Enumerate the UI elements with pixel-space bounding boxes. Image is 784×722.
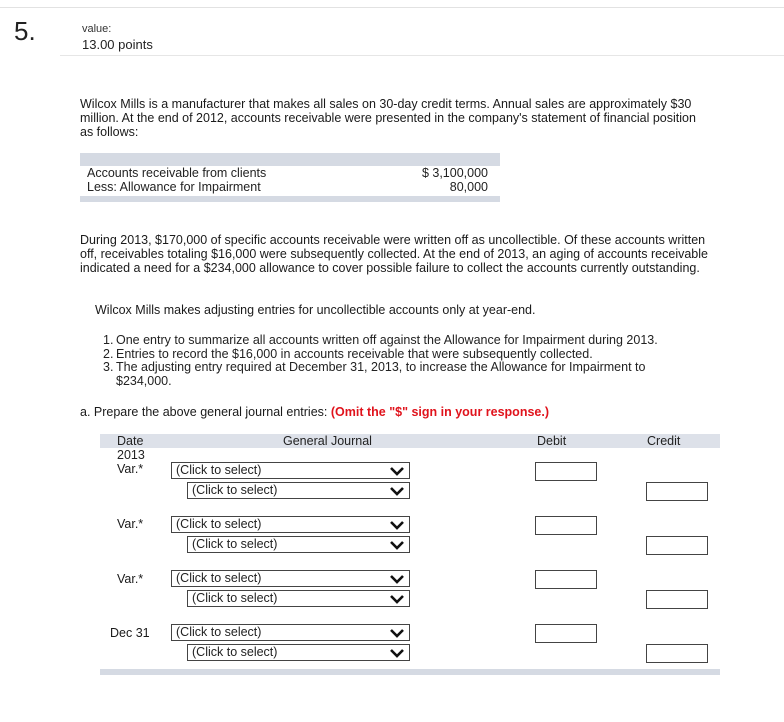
top-divider: [0, 7, 784, 8]
ar-row-label: Less: Allowance for Impairment: [87, 180, 261, 194]
part-a-prompt: [80, 405, 549, 419]
chevron-down-icon: [389, 574, 405, 584]
account-select-credit[interactable]: [187, 536, 410, 553]
debit-input[interactable]: [535, 570, 597, 589]
chevron-down-icon: [389, 520, 405, 530]
ar-row-value: $ 3,100,000: [421, 166, 488, 180]
header-divider: [60, 55, 784, 56]
entry-date: Dec 31: [110, 626, 150, 640]
chevron-down-icon: [389, 648, 405, 658]
part-a-note: (Omit the "$" sign in your response.): [330, 405, 549, 419]
debit-input[interactable]: [535, 624, 597, 643]
chevron-down-icon: [389, 628, 405, 638]
intro-paragraph: Wilcox Mills is a manufacturer that makes all sales on 30-day credit terms. Annual sales are approximately $30 million. At the end of 2012, accounts receivable were presented in the company's statement of financial position as follows:: [80, 97, 696, 139]
debit-input[interactable]: [535, 516, 597, 535]
select-value: (Click to select): [176, 625, 262, 639]
journal-header: [100, 434, 720, 448]
ar-row-value: 80,000: [449, 180, 488, 194]
list-item-text: One entry to summarize all accounts written off against the Allowance for Impairment during 2013.: [116, 333, 658, 347]
debit-column-header: Debit: [537, 434, 567, 448]
ar-table-top-bar: [80, 153, 500, 166]
entry-date: Var.*: [117, 572, 144, 586]
list-item: [103, 334, 693, 348]
question-number: 5.: [14, 16, 36, 46]
entry-date: Var.*: [117, 517, 144, 531]
list-item-number: 3.: [103, 360, 114, 374]
ar-row: [80, 180, 500, 194]
ar-row: [80, 166, 500, 180]
select-value: (Click to select): [192, 483, 278, 497]
select-value: (Click to select): [176, 517, 262, 531]
accounts-receivable-table: [80, 153, 500, 202]
value-label: value:: [82, 23, 112, 35]
credit-input[interactable]: [646, 644, 708, 663]
general-journal-column-header: General Journal: [283, 434, 372, 448]
list-item: [103, 348, 693, 362]
during-paragraph: During 2013, $170,000 of specific accounts receivable were written off as uncollectible. Of these accounts written off, receivables totaling $16,000 were subsequently collected. At the end of 2013, an aging of accounts receivable indicated a need for a $234,000 allowance to cover possible failure to collect the accounts currently outstanding.: [80, 233, 708, 275]
adjusting-note: Wilcox Mills makes adjusting entries for uncollectible accounts only at year-end.: [95, 303, 536, 317]
credit-column-header: Credit: [647, 434, 681, 448]
ar-table-bottom-bar: [80, 196, 500, 202]
account-select-debit[interactable]: [171, 624, 410, 641]
credit-input[interactable]: [646, 536, 708, 555]
select-value: (Click to select): [192, 591, 278, 605]
journal-year: 2013: [117, 448, 145, 462]
select-value: (Click to select): [192, 537, 278, 551]
question-points: 13.00 points: [82, 37, 153, 52]
select-value: (Click to select): [176, 463, 262, 477]
select-value: (Click to select): [176, 571, 262, 585]
account-select-credit[interactable]: [187, 590, 410, 607]
chevron-down-icon: [389, 466, 405, 476]
chevron-down-icon: [389, 594, 405, 604]
journal-footer-bar: [100, 669, 720, 675]
list-item-number: 2.: [103, 346, 114, 361]
chevron-down-icon: [389, 486, 405, 496]
list-item: [103, 361, 693, 388]
account-select-credit[interactable]: [187, 644, 410, 661]
date-column-header: Date: [117, 434, 144, 448]
ar-row-label: Accounts receivable from clients: [87, 166, 267, 180]
list-item-text: The adjusting entry required at December 31, 2013, to increase the Allowance for Impairment to $234,000.: [116, 360, 646, 388]
credit-input[interactable]: [646, 590, 708, 609]
account-select-credit[interactable]: [187, 482, 410, 499]
list-item-number: 1.: [103, 333, 114, 347]
part-a-text: a. Prepare the above general journal entries:: [80, 405, 331, 419]
debit-input[interactable]: [535, 462, 597, 481]
chevron-down-icon: [389, 540, 405, 550]
account-select-debit[interactable]: [171, 516, 410, 533]
list-item-text: Entries to record the $16,000 in accounts receivable that were subsequently collected.: [116, 346, 593, 361]
entry-date: Var.*: [117, 462, 144, 476]
entries-list: [103, 334, 693, 388]
account-select-debit[interactable]: [171, 462, 410, 479]
credit-input[interactable]: [646, 482, 708, 501]
select-value: (Click to select): [192, 645, 278, 659]
account-select-debit[interactable]: [171, 570, 410, 587]
